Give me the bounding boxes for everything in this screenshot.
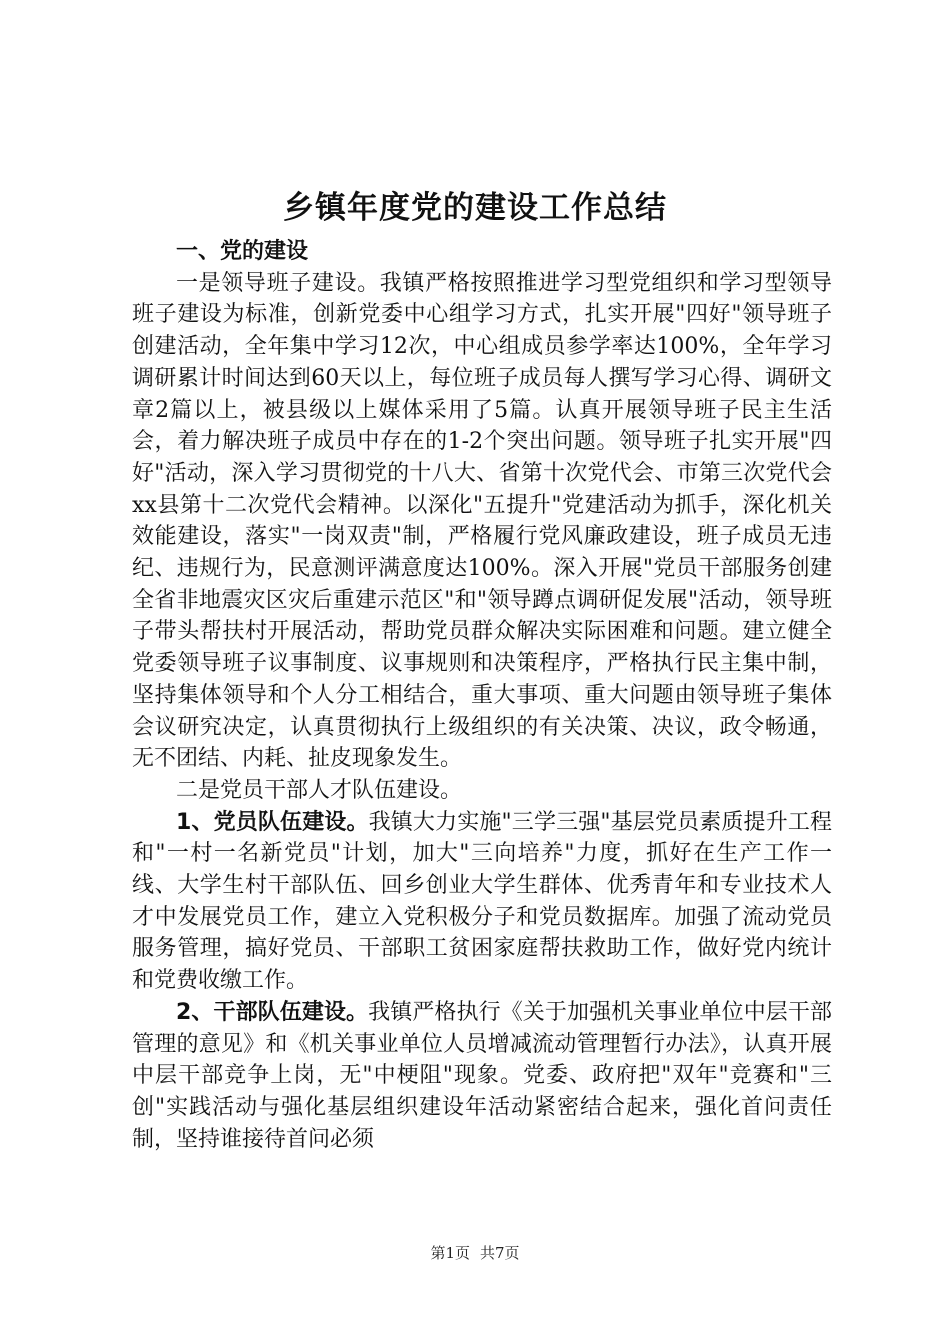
paragraph-lead-cadres: 2、干部队伍建设。 — [176, 999, 369, 1025]
document-title: 乡镇年度党的建设工作总结 — [283, 190, 667, 226]
page-total: 共7页 — [480, 1244, 520, 1262]
page-number: 第1页 — [430, 1244, 470, 1262]
document-body — [132, 236, 832, 1155]
section-heading: 一、党的建设 — [176, 239, 309, 264]
paragraph-leadership: 一是领导班子建设。我镇严格按照推进学习型党组织和学习型领导班子建设为标准，创新党委中心组学习方式，扎实开展"四好"领导班子创建活动，全年集中学习12次，中心组成员参学率达100%，全年学习调研累计时间达到60天以上，每位班子成员每人撰写学习心得、调研文章2篇以上，被县级以上媒体采用了5篇。认真开展领导班子民主生活会，着力解决班子成员中存在的1-2个突出问题。领导班子扎实开展"四好"活动，深入学习贯彻党的十八大、省第十次党代会、市第三次党代会xx县第十二次党代会精神。以深化"五提升"党建活动为抓手，深化机关效能建设，落实"一岗双责"制，严格履行党风廉政建设，班子成员无违纪、违规行为，民意测评满意度达100%。深入开展"党员干部服务创建全省非地震灾区灾后重建示范区"和"领导蹲点调研促发展"活动，领导班子带头帮扶村开展活动，帮助党员群众解决实际困难和问题。建立健全党委领导班子议事制度、议事规则和决策程序，严格执行民主集中制，坚持集体领导和个人分工相结合，重大事项、重大问题由领导班子集体会议研究决定，认真贯彻执行上级组织的有关决策、决议，政令畅通，无不团结、内耗、扯皮现象发生。 — [132, 270, 832, 772]
paragraph-cadres — [132, 997, 832, 1156]
paragraph-body-party-members: 我镇大力实施"三学三强"基层党员素质提升工程和"一村一名新党员"计划，加大"三向培养"力度，抓好在生产工作一线、大学生村干部队伍、回乡创业大学生群体、优秀青年和专业技术人才中发展党员工作，建立入党积极分子和党员数据库。加强了流动党员服务管理，搞好党员、干部职工贫困家庭帮扶救助工作，做好党内统计和党费收缴工作。 — [132, 809, 832, 994]
paragraph-cadre-intro: 二是党员干部人才队伍建设。 — [176, 777, 463, 803]
paragraph-lead-party-members: 1、党员队伍建设。 — [176, 809, 369, 835]
page-footer — [0, 1243, 950, 1263]
paragraph-body-cadres: 我镇严格执行《关于加强机关事业单位中层干部管理的意见》和《机关事业单位人员增减流动管理暂行办法》，认真开展中层干部竞争上岗，无"中梗阻"现象。党委、政府把"双年"竞赛和"三创"实践活动与强化基层组织建设年活动紧密结合起来，强化首问责任制，坚持谁接待首问必须 — [132, 999, 832, 1152]
paragraph-party-members — [132, 807, 832, 997]
